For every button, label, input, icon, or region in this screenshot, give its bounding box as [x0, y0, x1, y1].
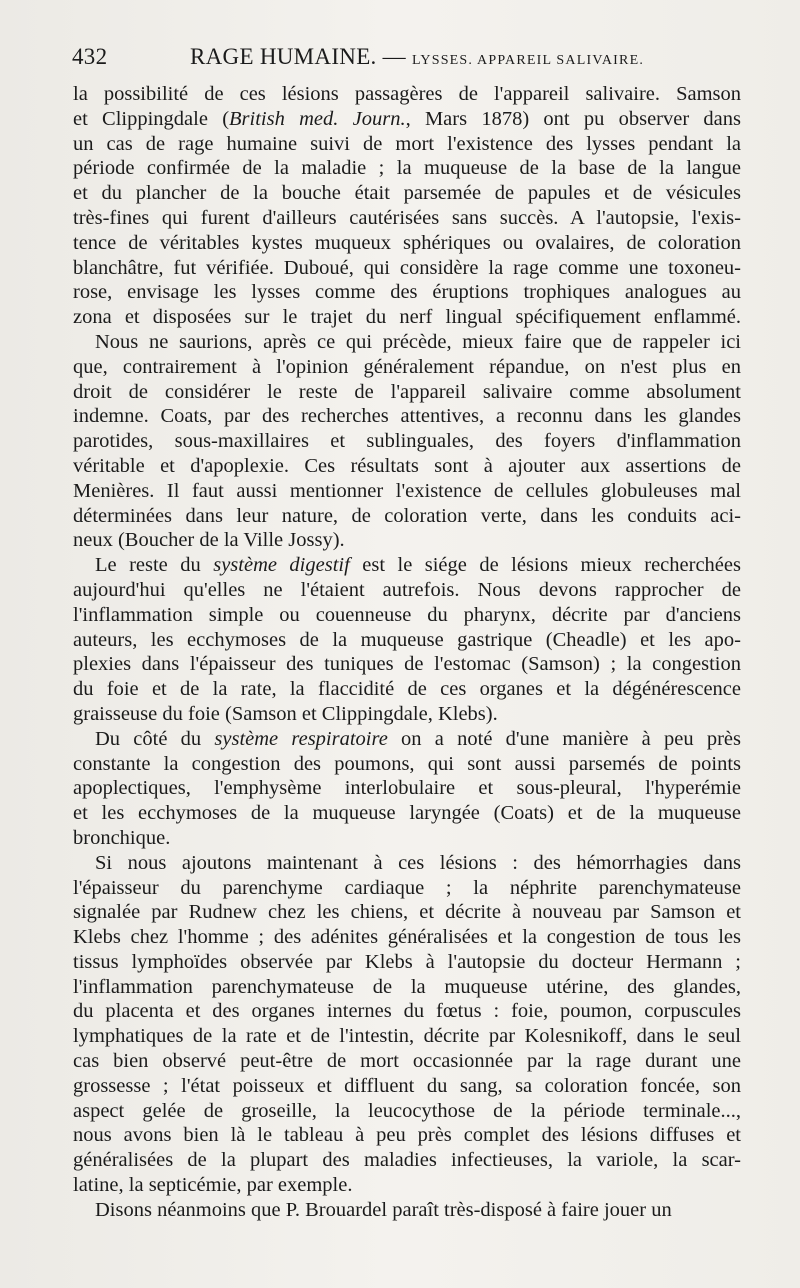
text-line [73, 628, 741, 653]
text-line [73, 156, 741, 181]
text-line [73, 82, 741, 107]
text-line [73, 801, 741, 826]
text-run: généralisées de la plupart des maladies infectieuses, la variole, la scar- [73, 1149, 741, 1172]
text-line [73, 206, 741, 231]
text-run: bronchique. [73, 826, 171, 849]
text-run: Si nous ajoutons maintenant à ces lésions : des hémorrhagies dans [95, 851, 741, 874]
text-line [73, 752, 741, 777]
text-run: neux (Boucher de la Ville Jossy). [73, 529, 345, 552]
text-line [73, 1123, 741, 1148]
text-line [73, 603, 741, 628]
text-run: Menières. Il faut aussi mentionner l'existence de cellules globuleuses mal [73, 479, 741, 502]
text-run: l'inflammation simple ou couenneuse du pharynx, décrite par d'anciens [73, 603, 741, 626]
text-line [73, 553, 741, 578]
text-run: cas bien observé peut-être de mort occasionnée par la rage durant une [73, 1050, 741, 1073]
text-run: grossesse ; l'état poisseux et diffluent du sang, sa coloration foncée, son [73, 1074, 741, 1097]
text-line [73, 280, 741, 305]
text-line [73, 1173, 741, 1198]
page-number: 432 [72, 44, 108, 69]
text-run: tissus lymphoïdes observée par Klebs à l'autopsie du docteur Hermann ; [73, 950, 741, 973]
text-run: est le siége de lésions mieux recherchées [349, 554, 741, 577]
text-line [73, 702, 741, 727]
text-run: tence de véritables kystes muqueux sphériques ou ovalaires, de coloration [73, 231, 741, 254]
text-line [73, 330, 741, 355]
text-run: parotides, sous-maxillaires et sublinguales, des foyers d'inflammation [73, 430, 741, 453]
text-line [73, 1049, 741, 1074]
text-run: du foie et de la rate, la flaccidité de ces organes et la dégénérescence [73, 678, 741, 701]
text-line [73, 876, 741, 901]
text-run: aspect gelée de groseille, la leucocythose de la période terminale..., [73, 1099, 741, 1122]
text-line [73, 479, 741, 504]
text-run: indemne. Coats, par des recherches attentives, a reconnu dans les glandes [73, 405, 741, 428]
text-line [73, 900, 741, 925]
text-run: Du côté du [95, 727, 215, 750]
text-line [73, 454, 741, 479]
text-run: et du plancher de la bouche était parsemée de papules et de vésicules [73, 182, 741, 205]
text-run: et les ecchymoses de la muqueuse laryngée (Coats) et de la muqueuse [73, 802, 741, 825]
text-line [73, 355, 741, 380]
text-line [73, 231, 741, 256]
text-line [73, 776, 741, 801]
text-line [73, 380, 741, 405]
text-line [73, 404, 741, 429]
text-run: rose, envisage les lysses comme des éruptions trophiques analogues au [73, 281, 741, 304]
text-line [73, 578, 741, 603]
text-line [73, 999, 741, 1024]
text-run: Disons néanmoins que P. Brouardel paraît très-disposé à faire jouer un [95, 1198, 672, 1221]
text-run: constante la congestion des poumons, qui sont aussi parsemés de points [73, 752, 741, 775]
text-run: , Mars 1878) ont pu observer dans [405, 107, 742, 130]
text-line [73, 429, 741, 454]
text-line [73, 1148, 741, 1173]
text-run: auteurs, les ecchymoses de la muqueuse gastrique (Cheadle) et les apo- [73, 628, 741, 651]
text-run: et Clippingdale ( [73, 107, 230, 130]
text-line [73, 1024, 741, 1049]
text-run: aujourd'hui qu'elles ne l'étaient autrefois. Nous devons rapprocher de [73, 578, 741, 601]
text-line [73, 1074, 741, 1099]
text-line [73, 181, 741, 206]
text-run: un cas de rage humaine suivi de mort l'existence des lysses pendant la [73, 132, 741, 155]
text-line [73, 851, 741, 876]
text-line [73, 504, 741, 529]
text-line [73, 727, 741, 752]
body-text [73, 82, 741, 1223]
header-dash: — [382, 44, 406, 69]
text-run: que, contrairement à l'opinion généralement répandue, on n'est plus en [73, 355, 741, 378]
text-run: zona et disposées sur le trajet du nerf lingual spécifiquement enflammé. [73, 306, 741, 329]
text-run: la possibilité de ces lésions passagères de l'appareil salivaire. Samson [73, 83, 741, 105]
italic-text-run: système digestif [213, 554, 350, 577]
text-run: véritable et d'apoplexie. Ces résultats sont à ajouter aux assertions de [73, 454, 741, 477]
text-run: du placenta et des organes internes du fœtus : foie, poumon, corpuscules [73, 1000, 741, 1023]
text-run: apoplectiques, l'emphysème interlobulaire et sous-pleural, l'hyperémie [73, 777, 741, 800]
text-run: blanchâtre, fut vérifiée. Duboué, qui considère la rage comme une toxoneu- [73, 256, 741, 279]
text-line [73, 975, 741, 1000]
italic-text-run: British med. Journ. [229, 107, 406, 130]
text-run: Le reste du [95, 554, 214, 577]
text-run: période confirmée de la maladie ; la muqueuse de la base de la langue [73, 157, 741, 180]
running-section: LYSSES. APPAREIL SALIVAIRE. [412, 53, 645, 68]
text-line [73, 1099, 741, 1124]
text-run: droit de considérer le reste de l'appareil salivaire comme absolument [73, 380, 741, 403]
text-run: latine, la septicémie, par exemple. [73, 1174, 353, 1197]
text-run: graisseuse du foie (Samson et Clippingdale, Klebs). [73, 702, 498, 725]
text-line [73, 132, 741, 157]
text-run: très-fines qui furent d'ailleurs cautérisées sans succès. A l'autopsie, l'exis- [73, 206, 741, 229]
text-line [73, 256, 741, 281]
text-run: signalée par Rudnew chez les chiens, et décrite à nouveau par Samson et [73, 901, 741, 924]
text-run: plexies dans l'épaisseur des tuniques de l'estomac (Samson) ; la congestion [73, 653, 741, 676]
text-run: Nous ne saurions, après ce qui précède, mieux faire que de rappeler ici [95, 330, 741, 353]
text-run: lymphatiques de la rate et de l'intestin, décrite par Kolesnikoff, dans le seul [73, 1025, 741, 1048]
text-line [73, 925, 741, 950]
text-run: l'épaisseur du parenchyme cardiaque ; la néphrite parenchymateuse [73, 876, 741, 899]
text-run: l'inflammation parenchymateuse de la muqueuse utérine, des glandes, [73, 975, 741, 998]
text-run: nous avons bien là le tableau à peu près complet des lésions diffuses et [73, 1124, 741, 1147]
text-line [73, 1198, 741, 1223]
text-line [73, 950, 741, 975]
running-header [72, 44, 740, 74]
text-run: déterminées dans leur nature, de coloration verte, dans les conduits aci- [73, 504, 741, 527]
text-line [73, 826, 741, 851]
text-run: Klebs chez l'homme ; des adénites généralisées et la congestion de tous les [73, 926, 741, 949]
text-line [73, 305, 741, 330]
running-title: RAGE HUMAINE. [190, 44, 377, 69]
text-line [73, 528, 741, 553]
text-line [73, 107, 741, 132]
text-line [73, 677, 741, 702]
text-line [73, 652, 741, 677]
text-run: on a noté d'une manière à peu près [387, 727, 741, 750]
italic-text-run: système respiratoire [214, 727, 388, 750]
